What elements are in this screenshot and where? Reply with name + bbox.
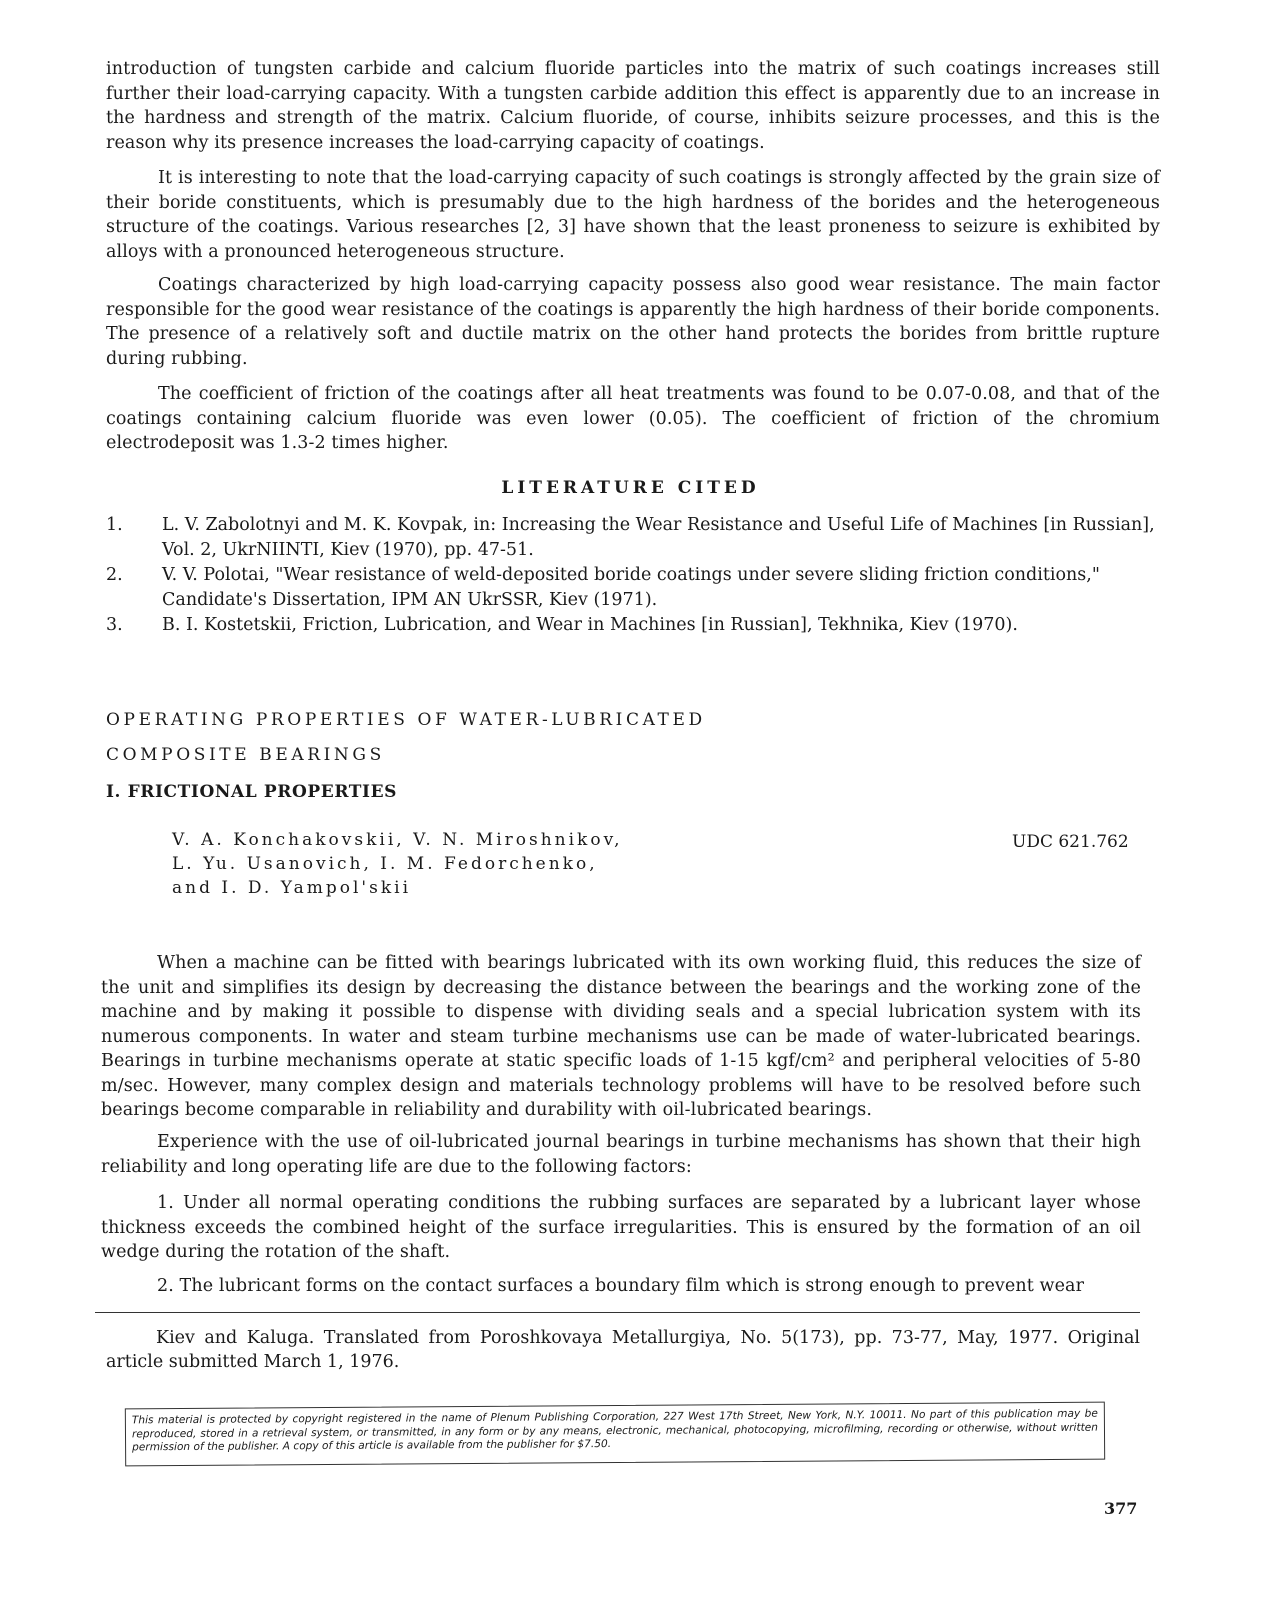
- reference-list: [106, 513, 1160, 639]
- reference-text: B. I. Kostetskii, Friction, Lubrication, and Wear in Machines [in Russian], Tekhnika, Kiev (1970).: [162, 615, 1018, 635]
- author-list: [172, 828, 623, 900]
- author-line: V. A. Konchakovskii, V. N. Miroshnikov,: [172, 830, 623, 850]
- article-title-line-2: COMPOSITE BEARINGS: [106, 745, 385, 765]
- article-paragraph-factor-1: [101, 1191, 1141, 1265]
- reference-item: [106, 563, 1160, 612]
- copyright-notice: This material is protected by copyright registered in the name of Plenum Publishing Corporation, 227 West 17th Street, New York, N.Y. 10011. No part of this publication may be reproduced, stored in a retrieval system, or transmitted, in any form or by any means, electronic, mechanical, photocopying, microfilming, recording or otherwise, without written permission of the publisher. A copy of this article is available from the publisher for $7.50.: [125, 1402, 1105, 1467]
- reference-number: 3.: [106, 615, 123, 635]
- article-paragraph-factor-2: [101, 1274, 1141, 1299]
- reference-number: 1.: [106, 515, 123, 535]
- article-paragraph-factor-1-text: 1. Under all normal operating conditions the rubbing surfaces are separated by a lubricant layer whose thickness exceeds the combined height of the surface irregularities. This is ensured by the formation of an oil wedge during the rotation of the shaft.: [101, 1193, 1141, 1262]
- article-title-line-1: OPERATING PROPERTIES OF WATER-LUBRICATED: [106, 710, 706, 730]
- paragraph-friction-coefficient-text: The coefficient of friction of the coatings after all heat treatments was found to be 0.07-0.08, and that of the coatings containing calcium fluoride was even lower (0.05). The coefficient of friction of the chromium electrodeposit was 1.3-2 times higher.: [106, 384, 1160, 453]
- reference-text: L. V. Zabolotnyi and M. K. Kovpak, in: Increasing the Wear Resistance and Useful Life of Machines [in Russian], Vol. 2, UkrNIINTI, Kiev (1970), pp. 47-51.: [162, 515, 1155, 560]
- paragraph-friction-coefficient: [106, 382, 1160, 456]
- reference-item: [106, 613, 1160, 638]
- footnote-text: Kiev and Kaluga. Translated from Poroshkovaya Metallurgiya, No. 5(173), pp. 73-77, May, 1977. Original article submitted March 1, 1976.: [106, 1328, 1140, 1372]
- article-paragraph-intro: [101, 951, 1141, 1123]
- footnote: [106, 1326, 1140, 1374]
- article-paragraph-experience: [101, 1130, 1141, 1179]
- udc-code: UDC 621.762: [1012, 832, 1129, 852]
- article-paragraph-factor-2-text: 2. The lubricant forms on the contact surfaces a boundary film which is strong enough to prevent wear: [157, 1276, 1085, 1296]
- paragraph-wear-resistance-text: Coatings characterized by high load-carrying capacity possess also good wear resistance. The main factor responsible for the good wear resistance of the coatings is apparently the high hardness of their boride components. The presence of a relatively soft and ductile matrix on the other hand protects the borides from brittle rupture during rubbing.: [106, 275, 1160, 369]
- paragraph-load-capacity-additives: introduction of tungsten carbide and calcium fluoride particles into the matrix of such coatings increases still further their load-carrying capacity. With a tungsten carbide addition this effect is apparently due to an increase in the hardness and strength of the matrix. Calcium fluoride, of course, inhibits seizure processes, and this is the reason why its presence increases the load-carrying capacity of coatings.: [106, 59, 1160, 153]
- paragraph-wear-resistance: [106, 273, 1160, 371]
- reference-number: 2.: [106, 565, 123, 585]
- footnote-divider: [95, 1312, 1140, 1313]
- article-subtitle: I. FRICTIONAL PROPERTIES: [106, 782, 398, 802]
- literature-cited-heading: LITERATURE CITED: [501, 478, 760, 498]
- paragraph-grain-size: [106, 166, 1160, 264]
- paragraph-grain-size-text: It is interesting to note that the load-carrying capacity of such coatings is strongly affected by the grain size of their boride constituents, which is presumably due to the high hardness of the borides and the heterogeneous structure of the coatings. Various researches [2, 3] have shown that the least proneness to seizure is exhibited by alloys with a pronounced heterogeneous structure.: [106, 168, 1160, 262]
- reference-item: [106, 513, 1160, 562]
- author-line: and I. D. Yampol'skii: [172, 878, 412, 898]
- article-paragraph-experience-text: Experience with the use of oil-lubricated journal bearings in turbine mechanisms has shown that their high reliability and long operating life are due to the following factors:: [101, 1132, 1141, 1177]
- page-number: 377: [1104, 1499, 1138, 1518]
- author-line: L. Yu. Usanovich, I. M. Fedorchenko,: [172, 854, 598, 874]
- article-paragraph-intro-text: When a machine can be fitted with bearings lubricated with its own working fluid, this reduces the size of the unit and simplifies its design by decreasing the distance between the bearings and the working zone of the machine and by making it possible to dispense with dividing seals and a special lubrication system with its numerous components. In water and steam turbine mechanisms use can be made of water-lubricated bearings. Bearings in turbine mechanisms operate at static specific loads of 1-15 kgf/cm² and peripheral velocities of 5-80 m/sec. However, many complex design and materials technology problems will have to be resolved before such bearings become comparable in reliability and durability with oil-lubricated bearings.: [101, 953, 1141, 1120]
- reference-text: V. V. Polotai, "Wear resistance of weld-deposited boride coatings under severe sliding friction conditions," Candidate's Dissertation, IPM AN UkrSSR, Kiev (1971).: [162, 565, 1100, 610]
